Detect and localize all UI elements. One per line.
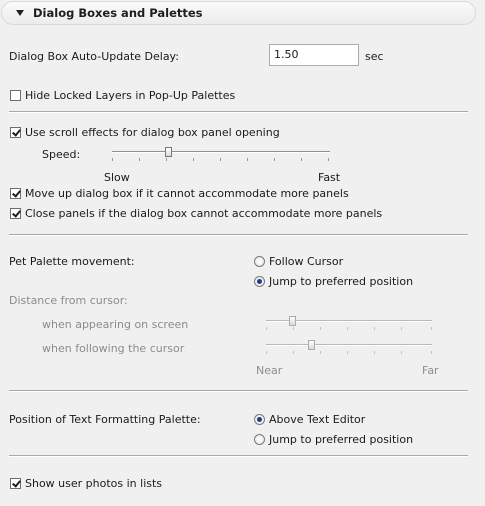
speed-tick [220,158,221,161]
following-tick [320,351,321,354]
far-label: Far [422,364,439,377]
user-photos-checkbox[interactable] [10,478,21,489]
appearing-tick [374,327,375,330]
speed-max-label: Fast [318,171,341,184]
text-jump-preferred-radio[interactable] [254,434,265,445]
hide-locked-checkbox[interactable] [10,90,21,101]
section-title: Dialog Boxes and Palettes [33,6,203,20]
move-up-checkbox[interactable] [10,188,21,199]
follow-cursor-radio[interactable] [254,256,265,267]
auto-update-label: Dialog Box Auto-Update Delay: [9,50,179,63]
speed-min-label: Slow [104,171,130,184]
appearing-tick [320,327,321,330]
follow-cursor-label: Follow Cursor [269,255,344,268]
speed-tick [112,158,113,161]
jump-preferred-label: Jump to preferred position [269,275,414,288]
scroll-effects-label: Use scroll effects for dialog box panel opening [25,126,280,139]
speed-slider-track [112,151,330,153]
auto-update-value: 1.50 [274,48,299,61]
collapse-triangle-icon[interactable] [16,10,24,16]
following-label: when following the cursor [42,342,185,355]
speed-tick [247,158,248,161]
speed-tick [301,158,302,161]
following-slider-thumb[interactable] [308,340,315,350]
speed-tick [166,158,167,161]
text-formatting-label: Position of Text Formatting Palette: [9,413,201,426]
appearing-tick [401,327,402,330]
pet-palette-label: Pet Palette movement: [9,255,135,268]
following-tick [431,351,432,354]
speed-tick [328,158,329,161]
user-photos-label: Show user photos in lists [25,477,163,490]
speed-label: Speed: [42,148,81,161]
hide-locked-label: Hide Locked Layers in Pop-Up Palettes [25,89,236,102]
following-tick [293,351,294,354]
separator [9,234,468,236]
scroll-effects-checkbox[interactable] [10,127,21,138]
separator [9,390,468,392]
auto-update-delay-input[interactable] [269,44,359,66]
appearing-tick [431,327,432,330]
following-slider-track [266,344,432,346]
close-panels-checkbox[interactable] [10,208,21,219]
speed-tick [274,158,275,161]
above-text-editor-label: Above Text Editor [269,413,366,426]
jump-preferred-radio[interactable] [254,276,265,287]
separator [9,455,468,457]
appearing-tick [293,327,294,330]
distance-label: Distance from cursor: [9,294,128,307]
following-tick [401,351,402,354]
appearing-label: when appearing on screen [42,318,189,331]
speed-tick [193,158,194,161]
appearing-slider-thumb[interactable] [289,316,296,326]
separator [9,111,468,113]
section-header[interactable] [1,1,476,25]
speed-slider-thumb[interactable] [165,147,172,157]
following-tick [266,351,267,354]
appearing-tick [347,327,348,330]
appearing-tick [266,327,267,330]
above-text-editor-radio[interactable] [254,414,265,425]
auto-update-unit: sec [365,50,384,63]
close-panels-label: Close panels if the dialog box cannot accommodate more panels [25,207,383,220]
following-tick [347,351,348,354]
near-label: Near [256,364,283,377]
move-up-label: Move up dialog box if it cannot accommodate more panels [25,187,349,200]
following-tick [374,351,375,354]
text-jump-preferred-label: Jump to preferred position [269,433,414,446]
speed-tick [139,158,140,161]
